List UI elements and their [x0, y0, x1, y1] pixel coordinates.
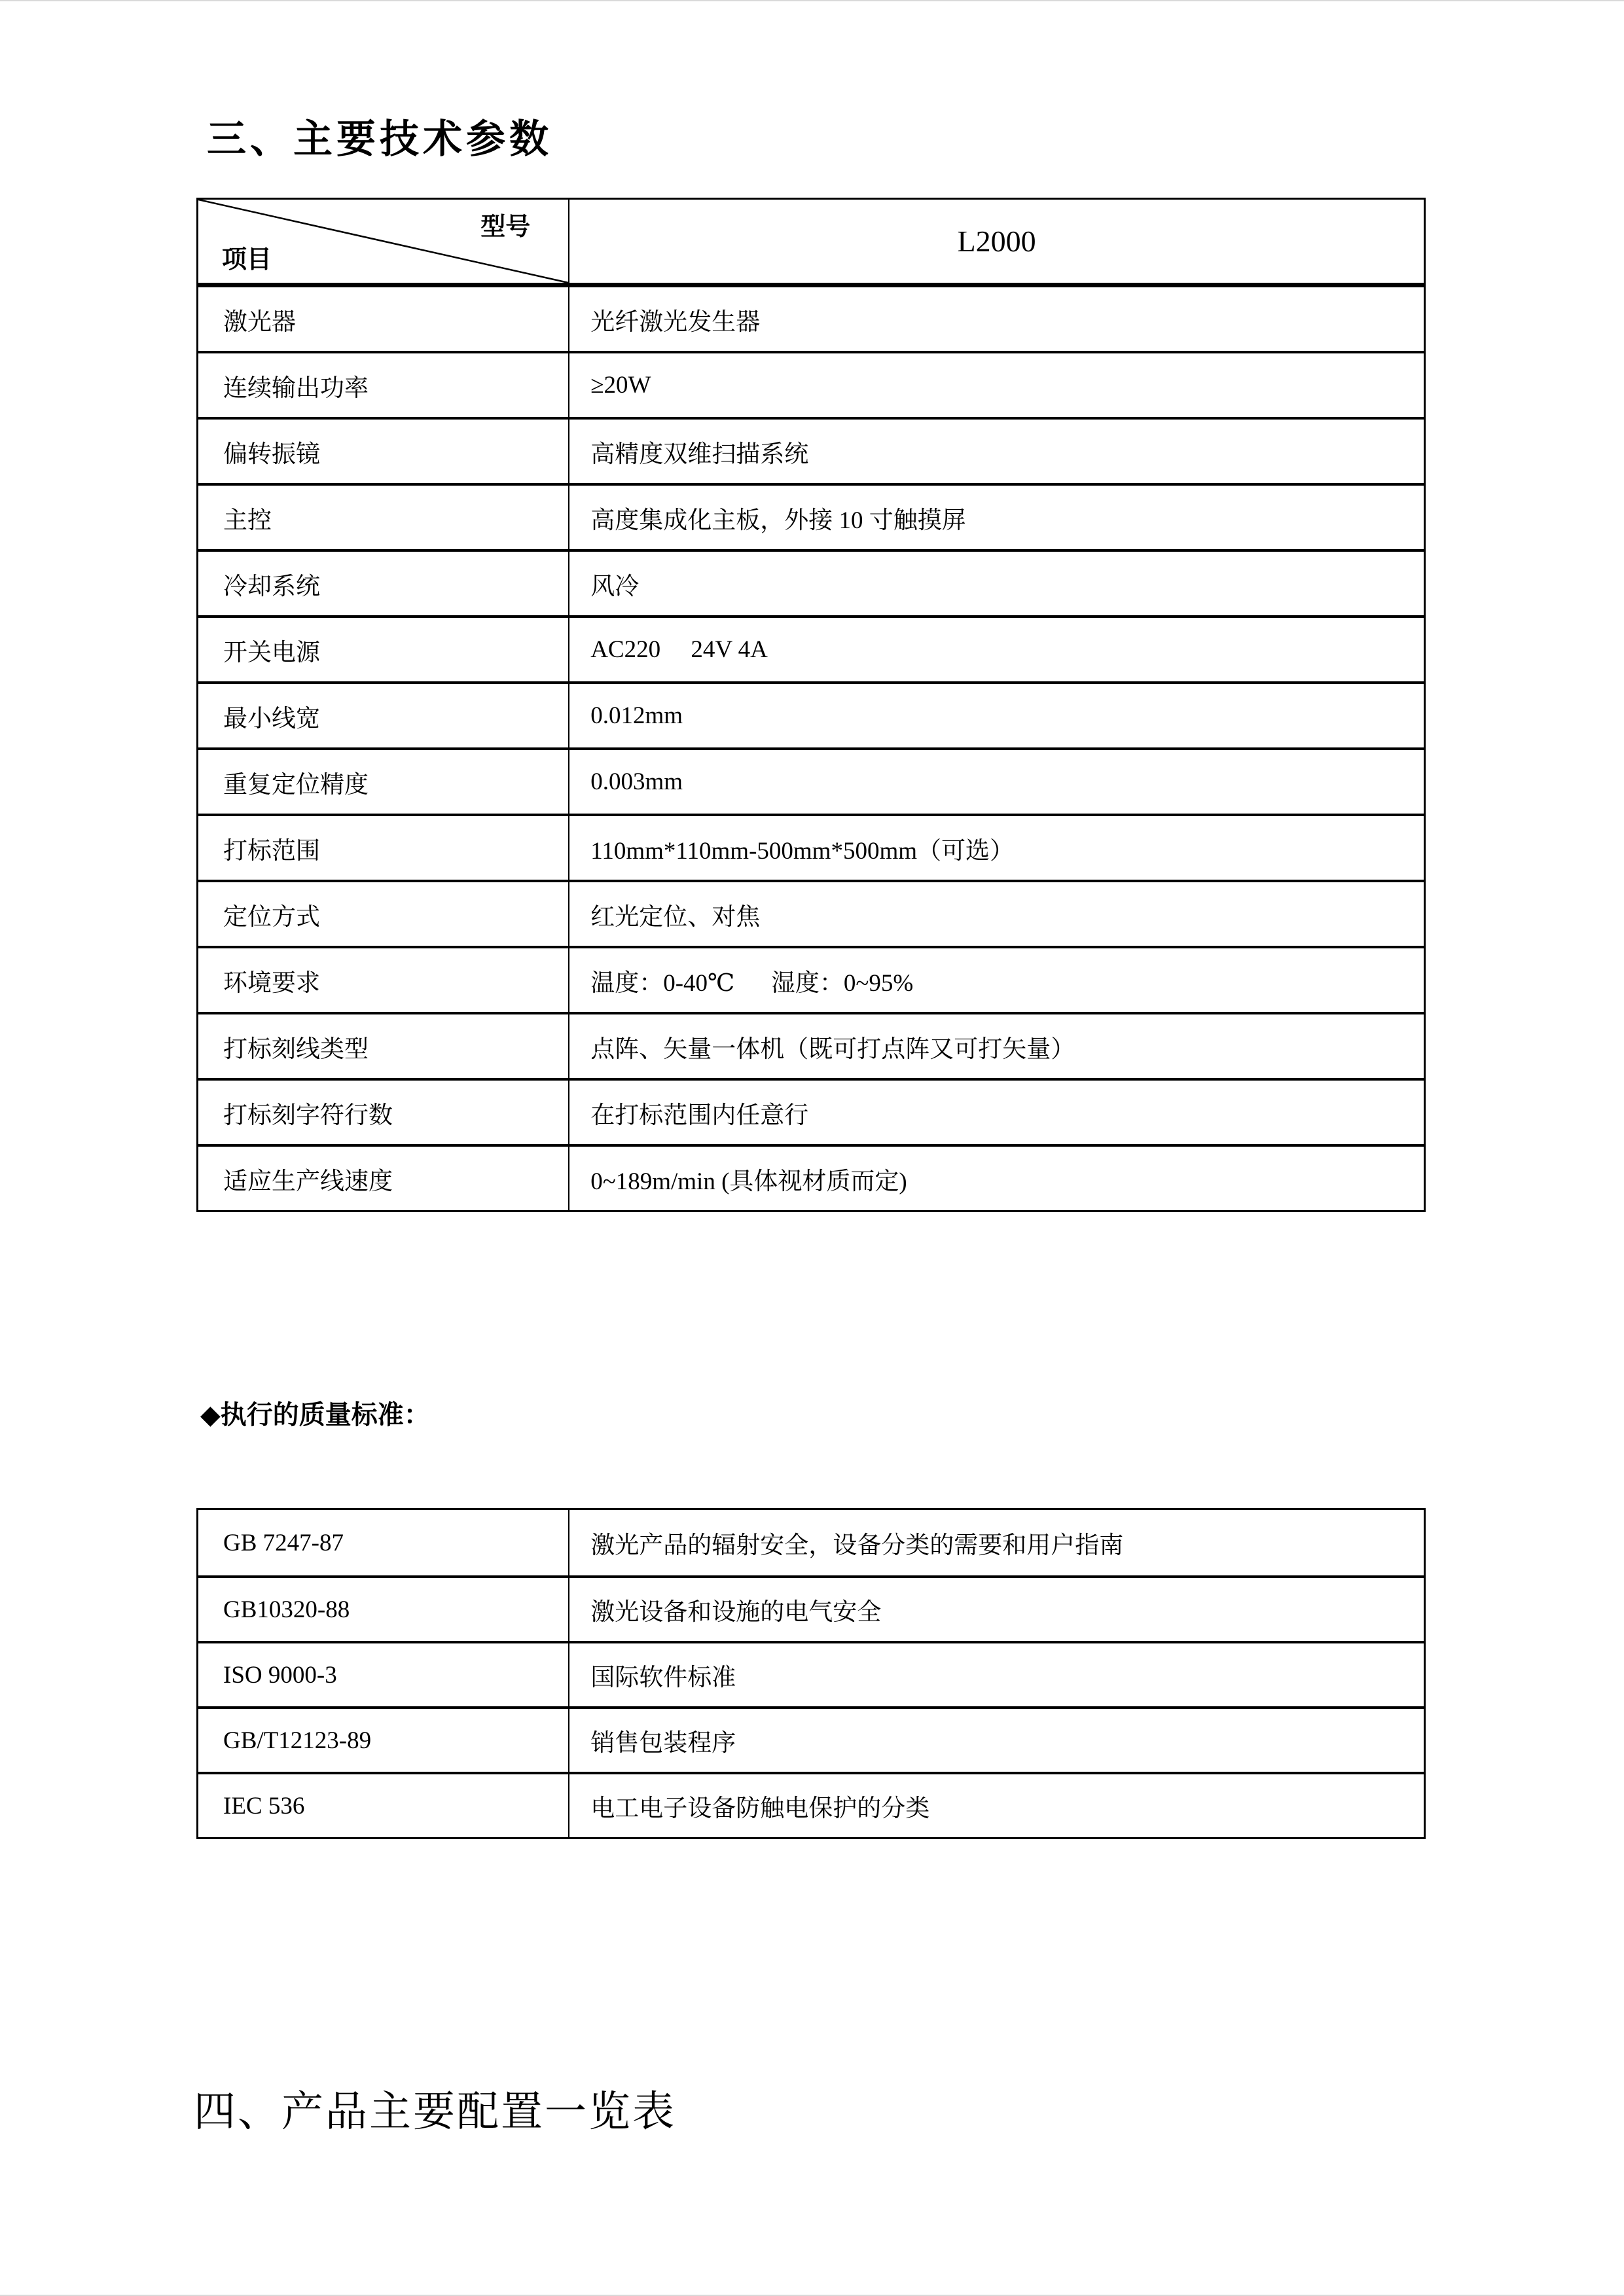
spec-table-row	[198, 549, 1424, 615]
spec-row-value: 红光定位、对焦	[590, 903, 761, 931]
spec-row-label: 偏转振镜	[198, 420, 569, 483]
standards-table-row	[198, 1706, 1424, 1772]
standards-table-row	[198, 1510, 1424, 1575]
standards-table-row	[198, 1575, 1424, 1641]
spec-row-value: 高度集成化主板，外接 10 寸触摸屏	[590, 507, 966, 534]
standard-description: 电工电子设备防触电保护的分类	[590, 1795, 930, 1822]
spec-row-value: 高精度双维扫描系统	[590, 440, 809, 468]
spec-row-label: 连续输出功率	[198, 353, 569, 417]
spec-table-row	[198, 417, 1424, 483]
spec-table-row	[198, 814, 1424, 880]
standard-code: IEC 536	[198, 1774, 569, 1837]
spec-row-label: 主控	[198, 486, 569, 549]
standard-code: GB 7247-87	[198, 1510, 569, 1575]
standards-table-row	[198, 1641, 1424, 1706]
standard-description: 销售包装程序	[590, 1730, 736, 1757]
spec-table-row	[198, 615, 1424, 681]
spec-row-label: 激光器	[198, 287, 569, 351]
spec-row-value: 在打标范围内任意行	[590, 1102, 809, 1129]
spec-table-row	[198, 483, 1424, 549]
spec-table	[196, 198, 1426, 1212]
spec-row-value: 0~189m/min (具体视材质而定)	[590, 1168, 907, 1195]
standards-heading: ◆执行的质量标准：	[200, 1400, 430, 1429]
spec-row-value: 光纤激光发生器	[590, 308, 761, 336]
standards-table	[196, 1508, 1426, 1839]
spec-row-label: 打标刻字符行数	[198, 1081, 569, 1144]
diagonal-header-cell	[198, 200, 569, 283]
spec-row-value: AC220 24V 4A	[590, 636, 768, 663]
spec-row-value: 风冷	[590, 573, 640, 600]
spec-row-label: 最小线宽	[198, 684, 569, 747]
standard-description: 激光产品的辐射安全，设备分类的需要和用户指南	[590, 1532, 1124, 1559]
spec-row-label: 适应生产线速度	[198, 1147, 569, 1210]
section-heading: 三、主要技术参数	[207, 118, 552, 161]
spec-row-value: 0.003mm	[590, 768, 683, 795]
spec-table-header-row	[198, 200, 1424, 285]
corner-label-item: 项目	[222, 246, 272, 274]
spec-table-row	[198, 1078, 1424, 1144]
spec-table-row	[198, 946, 1424, 1012]
spec-row-label: 定位方式	[198, 882, 569, 946]
standard-code: ISO 9000-3	[198, 1643, 569, 1706]
spec-row-label: 冷却系统	[198, 552, 569, 615]
spec-table-row	[198, 351, 1424, 417]
spec-row-value: ≥20W	[590, 372, 651, 399]
spec-row-value: 0.012mm	[590, 702, 683, 729]
standards-table-row	[198, 1772, 1424, 1837]
spec-row-label: 开关电源	[198, 618, 569, 681]
spec-row-value: 点阵、矢量一体机（既可打点阵又可打矢量）	[590, 1035, 1075, 1063]
spec-row-value: 温度：0-40℃ 湿度：0~95%	[590, 969, 914, 997]
spec-table-row	[198, 880, 1424, 946]
spec-row-label: 重复定位精度	[198, 750, 569, 814]
standard-description: 激光设备和设施的电气安全	[590, 1599, 882, 1626]
spec-row-label: 打标范围	[198, 816, 569, 880]
standard-code: GB/T12123-89	[198, 1709, 569, 1772]
spec-table-row	[198, 1012, 1424, 1078]
standard-code: GB10320-88	[198, 1578, 569, 1641]
next-section-heading: 四、产品主要配置一览表	[194, 2089, 676, 2135]
spec-row-label: 环境要求	[198, 948, 569, 1012]
corner-label-model: 型号	[480, 213, 531, 241]
spec-table-row	[198, 285, 1424, 351]
spec-row-label: 打标刻线类型	[198, 1014, 569, 1078]
standard-description: 国际软件标准	[590, 1664, 736, 1691]
spec-table-row	[198, 681, 1424, 747]
spec-table-row	[198, 747, 1424, 814]
spec-row-value: 110mm*110mm-500mm*500mm（可选）	[590, 837, 1015, 865]
spec-table-row	[198, 1144, 1424, 1210]
model-header-cell: L2000	[957, 224, 1036, 258]
